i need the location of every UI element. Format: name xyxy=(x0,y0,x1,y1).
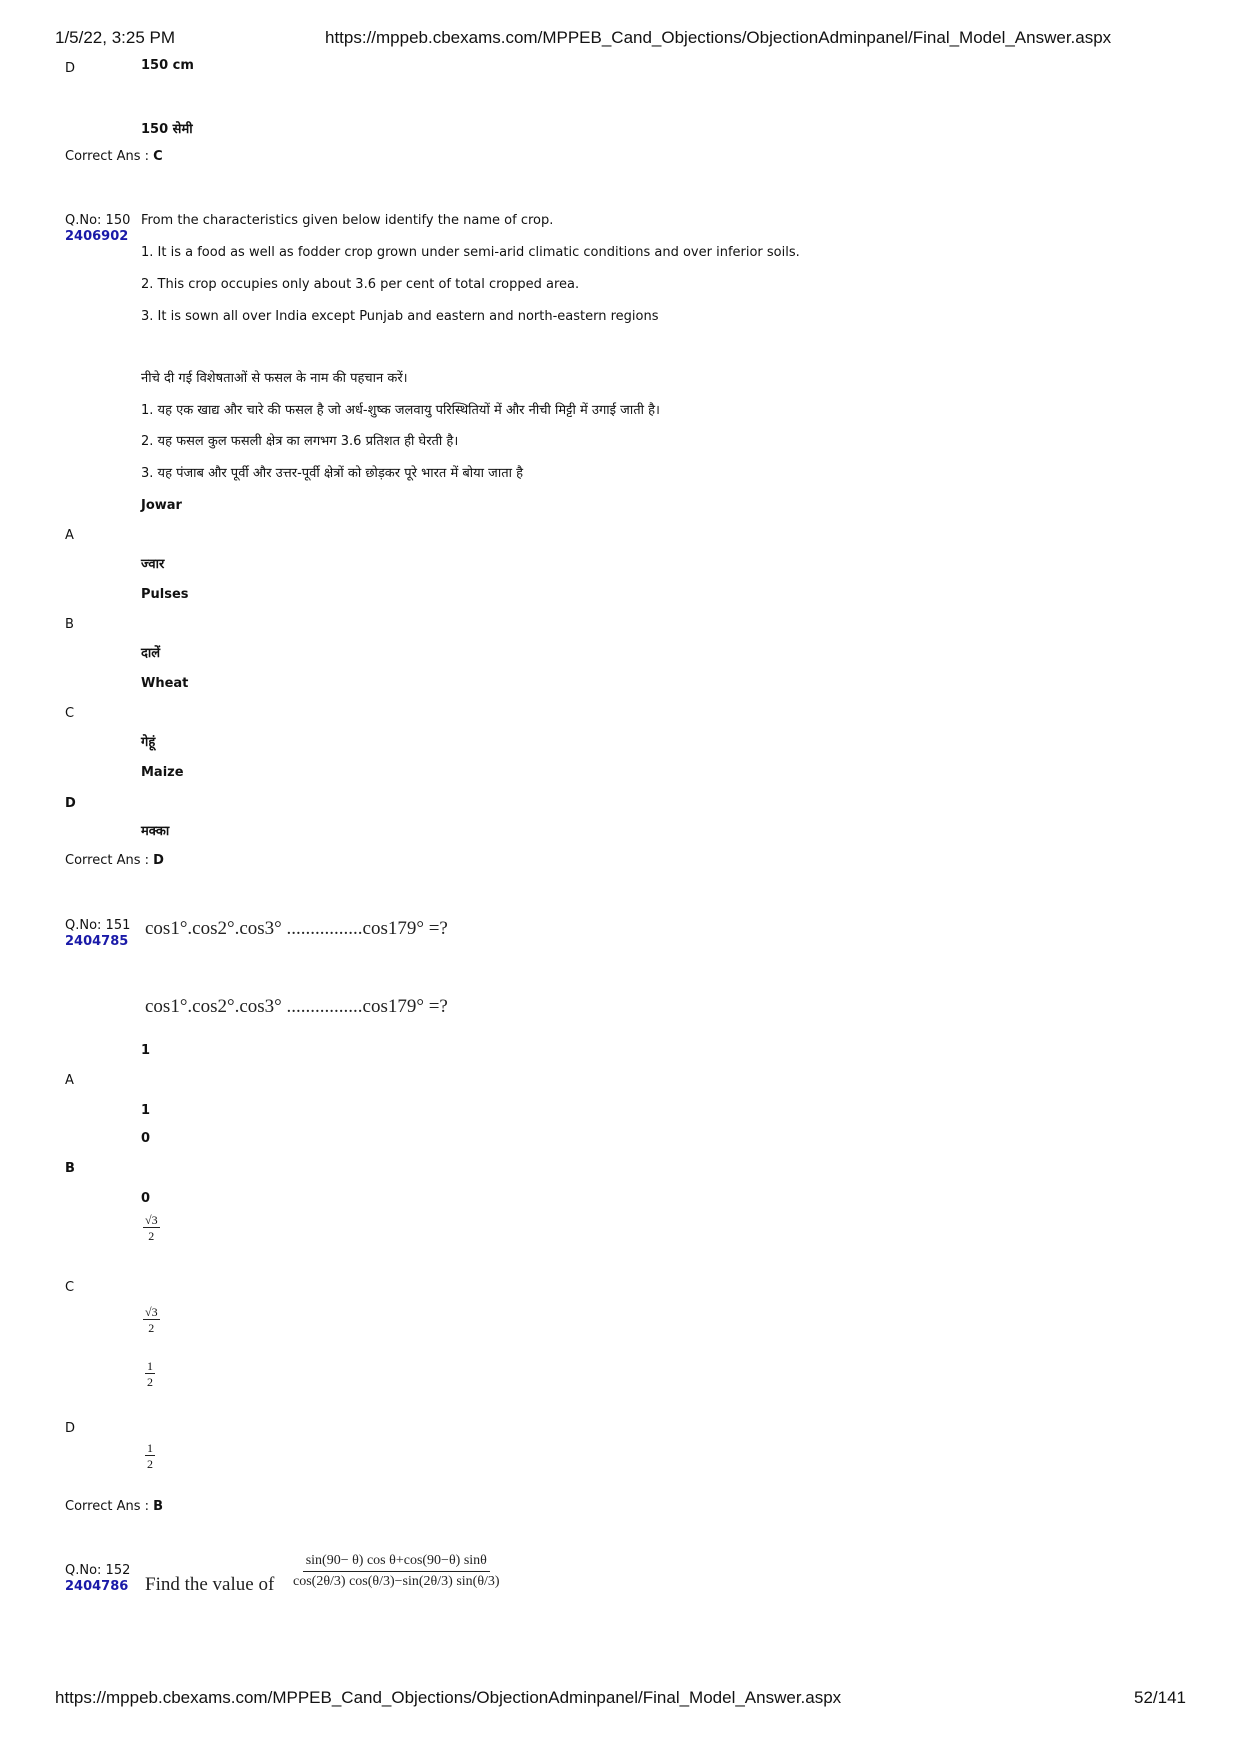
option-a-hi: 1 xyxy=(141,1103,151,1118)
option-c-fraction-hi xyxy=(143,1305,160,1335)
question-expression-hi: cos1°.cos2°.cos3° ................cos179° =? xyxy=(145,996,448,1017)
question-point-hi: 1. यह एक खाद्य और चारे की फसल है जो अर्ध-शुष्क जलवायु परिस्थितियों में और नीची मिट्टी में उगाई जाती है। xyxy=(141,403,660,418)
correct-answer-value: B xyxy=(153,1499,164,1514)
question-number: Q.No: 151 xyxy=(65,918,131,933)
option-b-en: 0 xyxy=(141,1131,151,1146)
print-url: https://mppeb.cbexams.com/MPPEB_Cand_Objections/ObjectionAdminpanel/Final_Model_Answer.aspx xyxy=(325,28,1112,47)
question-point-en: 3. It is sown all over India except Punjab and eastern and north-eastern regions xyxy=(141,309,659,324)
option-a-label: A xyxy=(65,528,74,543)
correct-answer-prefix: Correct Ans : xyxy=(65,149,154,164)
correct-answer-prefix: Correct Ans : xyxy=(65,1499,154,1514)
correct-answer xyxy=(65,1499,163,1515)
correct-answer-value: C xyxy=(153,149,163,164)
option-b-label: B xyxy=(65,617,74,632)
option-b-hi: दालें xyxy=(141,646,161,661)
option-text-hi: 150 सेमी xyxy=(141,122,193,137)
page-number: 52/141 xyxy=(1134,1688,1186,1707)
fraction-denominator: cos(2θ/3) cos(θ/3)−sin(2θ/3) sin(θ/3) xyxy=(293,1574,500,1589)
print-datetime: 1/5/22, 3:25 PM xyxy=(55,28,176,47)
question-text-hi: नीचे दी गई विशेषताओं से फसल के नाम की पहचान करें। xyxy=(141,371,408,386)
question-lead-text: Find the value of xyxy=(145,1574,275,1595)
question-point-hi: 2. यह फसल कुल फसली क्षेत्र का लगभग 3.6 प्रतिशत ही घेरती है। xyxy=(141,434,459,449)
question-id: 2404785 xyxy=(65,934,129,949)
correct-answer-value: D xyxy=(153,853,164,868)
option-a-label: A xyxy=(65,1073,74,1088)
option-label-d: D xyxy=(65,61,76,76)
option-b-hi: 0 xyxy=(141,1191,151,1206)
option-d-fraction-en xyxy=(145,1359,155,1389)
question-expression-en: cos1°.cos2°.cos3° ................cos179° =? xyxy=(145,918,448,939)
fraction-denominator: 2 xyxy=(148,1229,155,1243)
option-d-fraction-hi xyxy=(145,1441,155,1471)
fraction-numerator: 1 xyxy=(147,1441,153,1455)
option-a-en: 1 xyxy=(141,1043,151,1058)
option-text-en: 150 cm xyxy=(141,58,194,73)
option-b-label: B xyxy=(65,1161,75,1176)
fraction-numerator: sin(90− θ) cos θ+cos(90−θ) sinθ xyxy=(303,1553,490,1572)
option-c-en: Wheat xyxy=(141,676,189,691)
footer-url: https://mppeb.cbexams.com/MPPEB_Cand_Objections/ObjectionAdminpanel/Final_Model_Answer.aspx xyxy=(55,1688,842,1707)
question-id: 2404786 xyxy=(65,1579,129,1594)
option-a-hi: ज्वार xyxy=(141,557,165,572)
question-fraction xyxy=(290,1553,503,1590)
option-a-en: Jowar xyxy=(141,498,182,513)
question-text-en: From the characteristics given below identify the name of crop. xyxy=(141,213,554,228)
fraction-numerator: √3 xyxy=(145,1305,158,1319)
option-c-label: C xyxy=(65,706,75,721)
question-number: Q.No: 152 xyxy=(65,1563,131,1578)
question-point-en: 1. It is a food as well as fodder crop grown under semi-arid climatic conditions and over inferior soils. xyxy=(141,245,800,260)
correct-answer xyxy=(65,853,164,869)
question-number: Q.No: 150 xyxy=(65,213,131,228)
fraction-denominator: 2 xyxy=(147,1375,153,1389)
fraction-numerator: √3 xyxy=(145,1213,158,1227)
question-point-en: 2. This crop occupies only about 3.6 per cent of total cropped area. xyxy=(141,277,580,292)
option-c-fraction-en xyxy=(143,1213,160,1243)
fraction-denominator: 2 xyxy=(147,1457,153,1471)
option-d-hi: मक्का xyxy=(141,824,170,839)
option-b-en: Pulses xyxy=(141,587,189,602)
correct-answer xyxy=(65,149,163,165)
option-c-label: C xyxy=(65,1280,75,1295)
correct-answer-prefix: Correct Ans : xyxy=(65,853,154,868)
question-id: 2406902 xyxy=(65,229,129,244)
question-point-hi: 3. यह पंजाब और पूर्वी और उत्तर-पूर्वी क्षेत्रों को छोड़कर पूरे भारत में बोया जाता है xyxy=(141,466,524,481)
fraction-numerator: 1 xyxy=(147,1359,153,1373)
option-d-en: Maize xyxy=(141,765,184,780)
fraction-denominator: 2 xyxy=(148,1321,155,1335)
option-c-hi: गेहूं xyxy=(141,735,156,750)
option-d-label: D xyxy=(65,1421,76,1436)
option-d-label: D xyxy=(65,796,76,811)
